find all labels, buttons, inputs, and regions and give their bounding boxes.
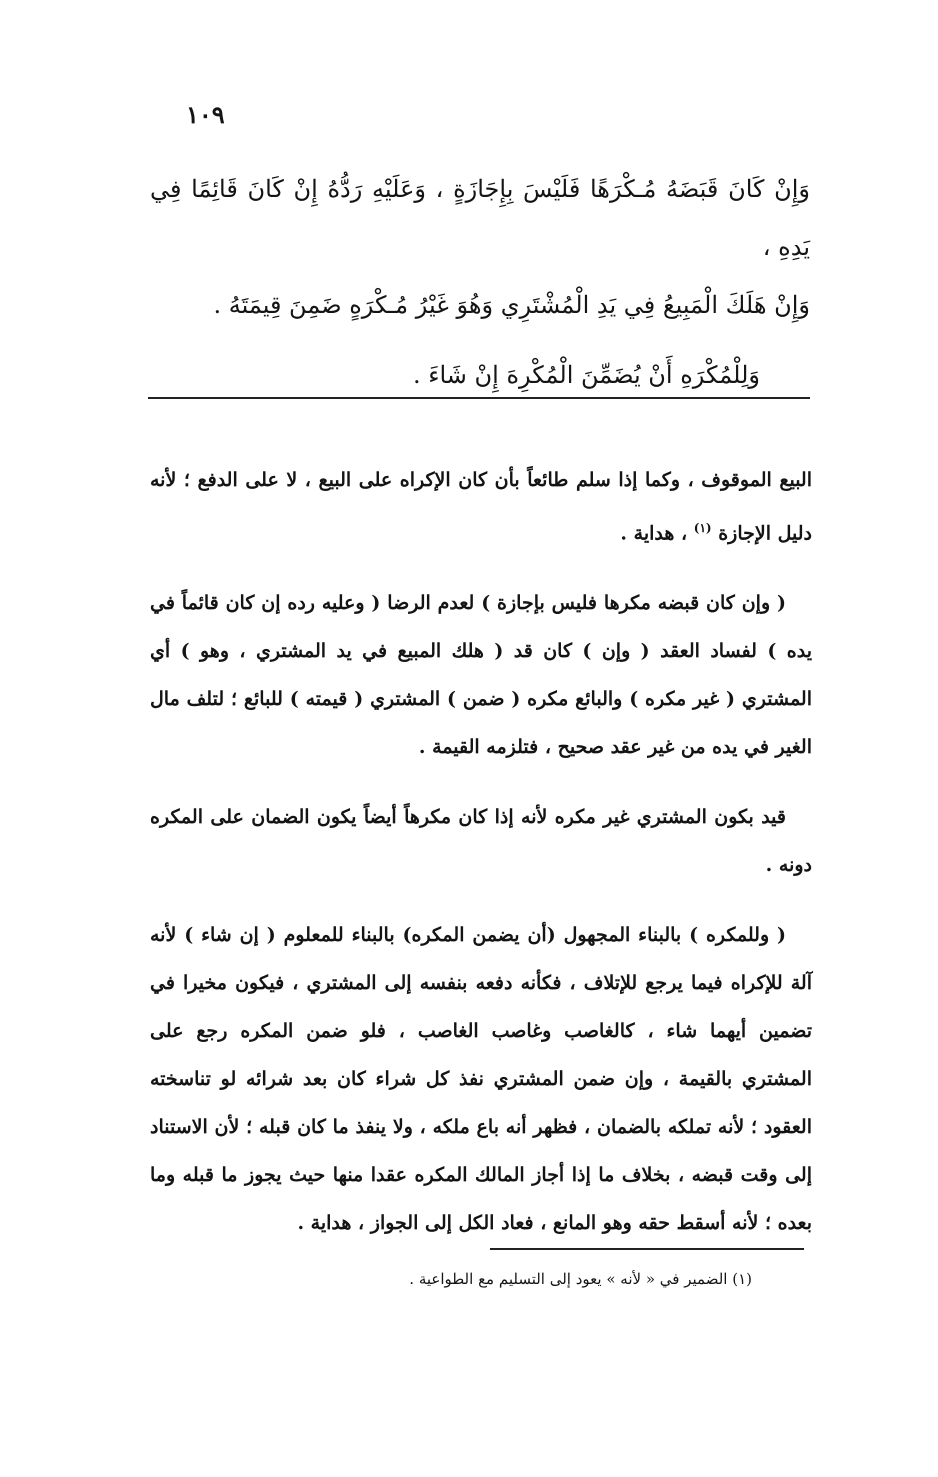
main-text-line: وَلِلْمُكْرَهِ أَنْ يُضَمِّنَ الْمُكْرِهَ إِنْ شَاءَ . — [412, 361, 760, 389]
main-text-line: وَإِنْ هَلَكَ الْمَبِيعُ فِي يَدِ الْمُشْتَرِي وَهُوَ غَيْرُ مُـكْرَهٍ ضَمِنَ قِيمَتَهُ . — [213, 291, 810, 319]
commentary — [150, 456, 812, 1269]
commentary-paragraph — [150, 456, 812, 557]
commentary-paragraph: ( وإن كان قبضه مكرها فليس بإجازة ) لعدم الرضا ( وعليه رده إن كان قائماً في يده ) لفساد العقد ( وإن ) كان قد ( هلك المبيع في يد المشتري ، وهو ) أي المشتري ( غير مكره ) والبائع مكره ( ضمن ) المشتري ( قيمته ) للبائع ؛ لتلف مال الغير في يده من غير عقد صحيح ، فتلزمه القيمة . — [150, 592, 812, 759]
footnote-divider — [490, 1248, 804, 1250]
footnote: (١) الضمير في « لأنه » يعود إلى التسليم مع الطواعية . — [409, 1270, 752, 1288]
commentary-paragraph: قيد بكون المشتري غير مكره لأنه إذا كان مكرهاً أيضاً يكون الضمان على المكره دونه . — [150, 806, 812, 877]
commentary-text: البيع الموقوف ، وكما إذا سلم طائعاً بأن كان الإكراه على البيع ، لا على الدفع ؛ لأنه دليل الإجازة — [150, 469, 812, 545]
main-text-line: وَإِنْ كَانَ قَبَضَهُ مُـكْرَهًا فَلَيْسَ بِإِجَازَةٍ ، وَعَلَيْهِ رَدُّهُ إِنْ كَانَ قَائِمًا فِي يَدِهِ ، — [150, 175, 810, 261]
main-text — [150, 160, 810, 404]
commentary-text: ، هداية . — [620, 522, 688, 545]
commentary-paragraph: ( وللمكره ) بالبناء المجهول (أن يضمن المكره) بالبناء للمعلوم ( إن شاء ) لأنه آلة للإكراه فيما يرجع للإتلاف ، فكأنه دفعه بنفسه إلى المشتري ، فيكون مخيرا في تضمين أيهما شاء ، كالغاصب وغاصب الغاصب ، فلو ضمن المكره رجع على المشتري بالقيمة ، وإن ضمن المشتري نفذ كل شراء كان بعد شرائه لو تناسخته العقود ؛ لأنه تملكه بالضمان ، فظهر أنه باع ملكه ، ولا ينفذ ما كان قبله ؛ لأن الاستناد إلى وقت قبضه ، بخلاف ما إذا أجاز المالك المكره عقدا منها حيث يجوز ما قبله وما بعده ؛ لأنه أسقط حقه وهو المانع ، فعاد الكل إلى الجواز ، هداية . — [150, 924, 812, 1235]
section-divider — [148, 397, 810, 399]
page-number: ١٠٩ — [186, 100, 225, 129]
footnote-reference: (١) — [693, 521, 712, 535]
